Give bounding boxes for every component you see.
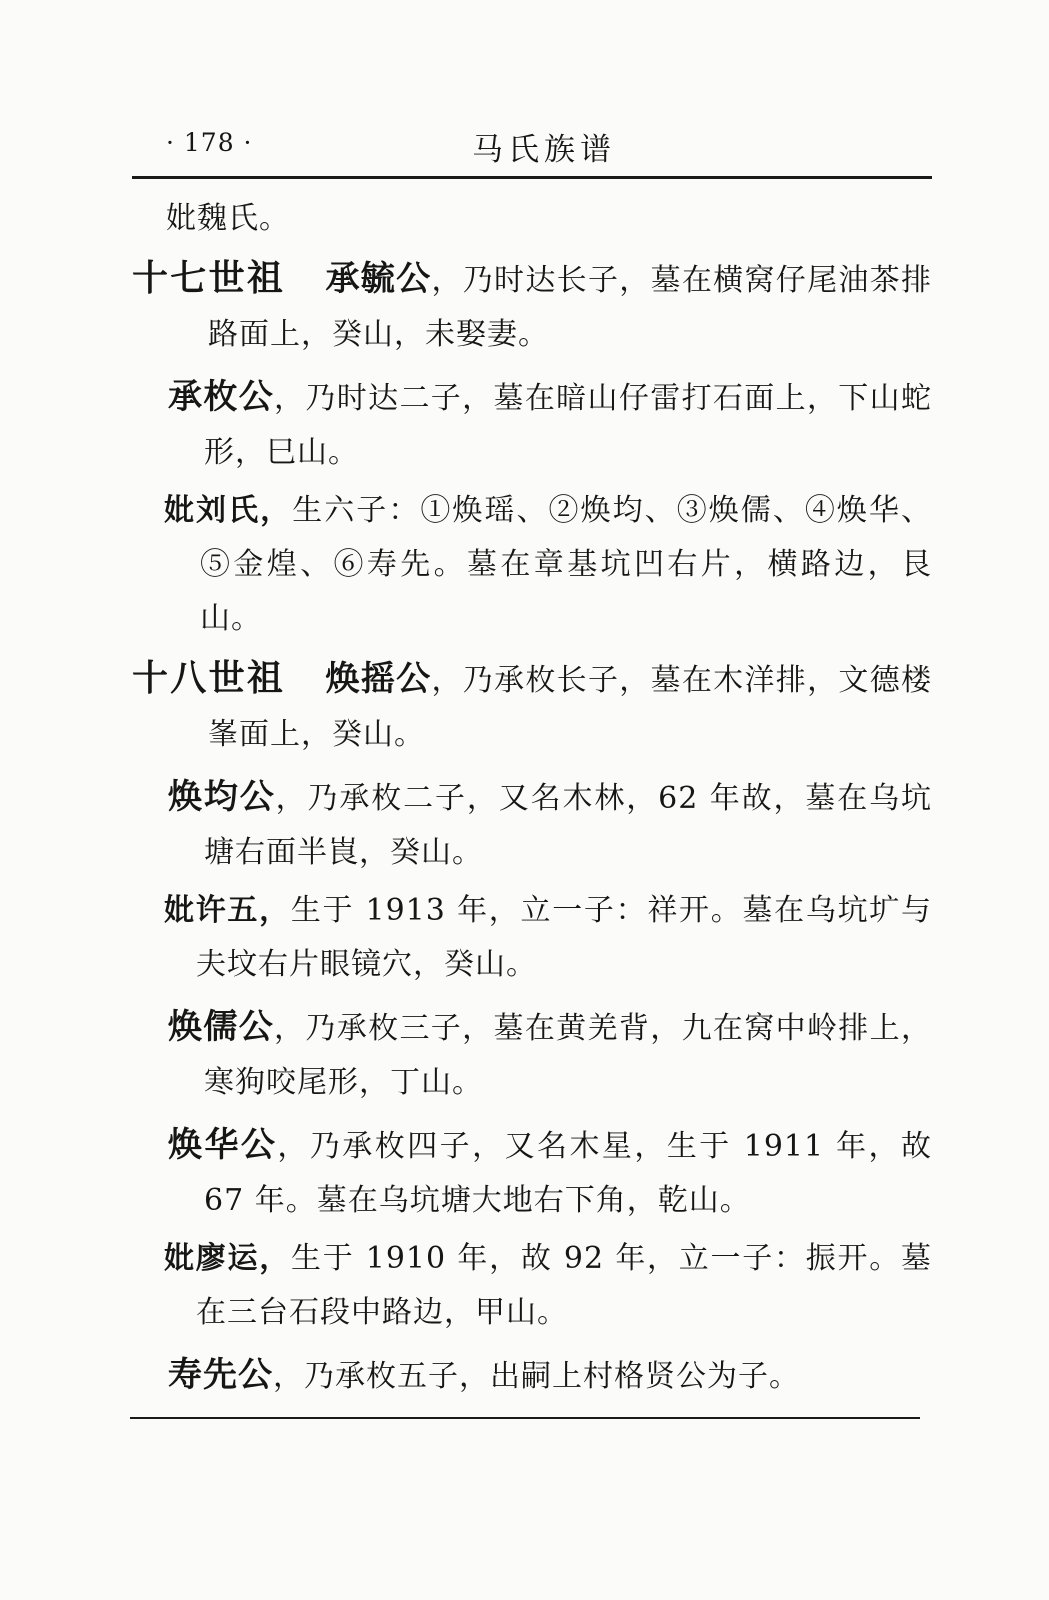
entry-wife-xu [132, 884, 932, 992]
person-name: 妣许五， [164, 893, 291, 928]
person-name: 妣廖运， [164, 1241, 291, 1276]
person-name: 妣刘氏， [164, 493, 293, 528]
entry-text: ，乃时达长子，墓在横窝仔尾油茶排路面上，癸山，未娶妻。 [208, 263, 932, 352]
entry-wife-wei [132, 192, 932, 246]
person-name: 寿先公 [168, 1355, 273, 1395]
entry-huanjun [132, 770, 932, 880]
entry-huanru [132, 1000, 932, 1110]
person-name: 焕儒公 [168, 1007, 275, 1047]
running-title: 马氏族谱 [472, 132, 616, 168]
generation-label: 十七世祖 [132, 258, 286, 299]
page-header [132, 124, 932, 174]
person-name: 承枚公 [168, 377, 275, 417]
person-name: 承毓公 [325, 259, 432, 299]
entry-wife-liao [132, 1232, 932, 1340]
entry-text: 妣魏氏。 [166, 201, 290, 236]
entry-huanhua [132, 1118, 932, 1228]
person-name: 焕均公 [168, 777, 276, 817]
entry-text: ，乃承枚五子，出嗣上村格贤公为子。 [273, 1359, 800, 1394]
entry-text: ，乃承枚二子，又名木林，62 年故，墓在乌坑塘右面半崀，癸山。 [204, 781, 933, 870]
footer-rule [130, 1417, 920, 1419]
entry-shouxian [132, 1348, 932, 1404]
entry-text: 生于 1910 年，故 92 年，立一子：振开。墓在三台石段中路边，甲山。 [196, 1241, 932, 1330]
entry-wife-liu [132, 484, 932, 646]
entry-text: ，乃承枚长子，墓在木洋排，文德楼峯面上，癸山。 [208, 663, 932, 752]
person-name: 焕摇公 [325, 659, 432, 699]
page-number: · 178 · [166, 128, 253, 157]
generation-label: 十八世祖 [132, 658, 286, 699]
person-name: 焕华公 [168, 1125, 278, 1165]
entry-text: 生于 1913 年，立一子：祥开。墓在乌坑圹与夫坟右片眼镜穴，癸山。 [196, 893, 933, 982]
entry-chengmei [132, 370, 932, 480]
entry-chengyu [132, 252, 932, 362]
genealogy-text [132, 192, 932, 1404]
entry-huanyao [132, 652, 932, 762]
header-rule [132, 176, 932, 179]
entry-text: ，乃时达二子，墓在暗山仔雷打石面上，下山蛇形，巳山。 [204, 381, 933, 470]
entry-text: ，乃承枚三子，墓在黄羌背，九在窝中岭排上，寒狗咬尾形，丁山。 [204, 1011, 933, 1100]
entry-text: 生六子：①焕瑶、②焕均、③焕儒、④焕华、⑤金煌、⑥寿先。墓在章基坑凹右片，横路边，艮山。 [200, 493, 933, 636]
entry-text: ，乃承枚四子，又名木星，生于 1911 年，故 67 年。墓在乌坑塘大地右下角，乾山。 [204, 1129, 933, 1218]
